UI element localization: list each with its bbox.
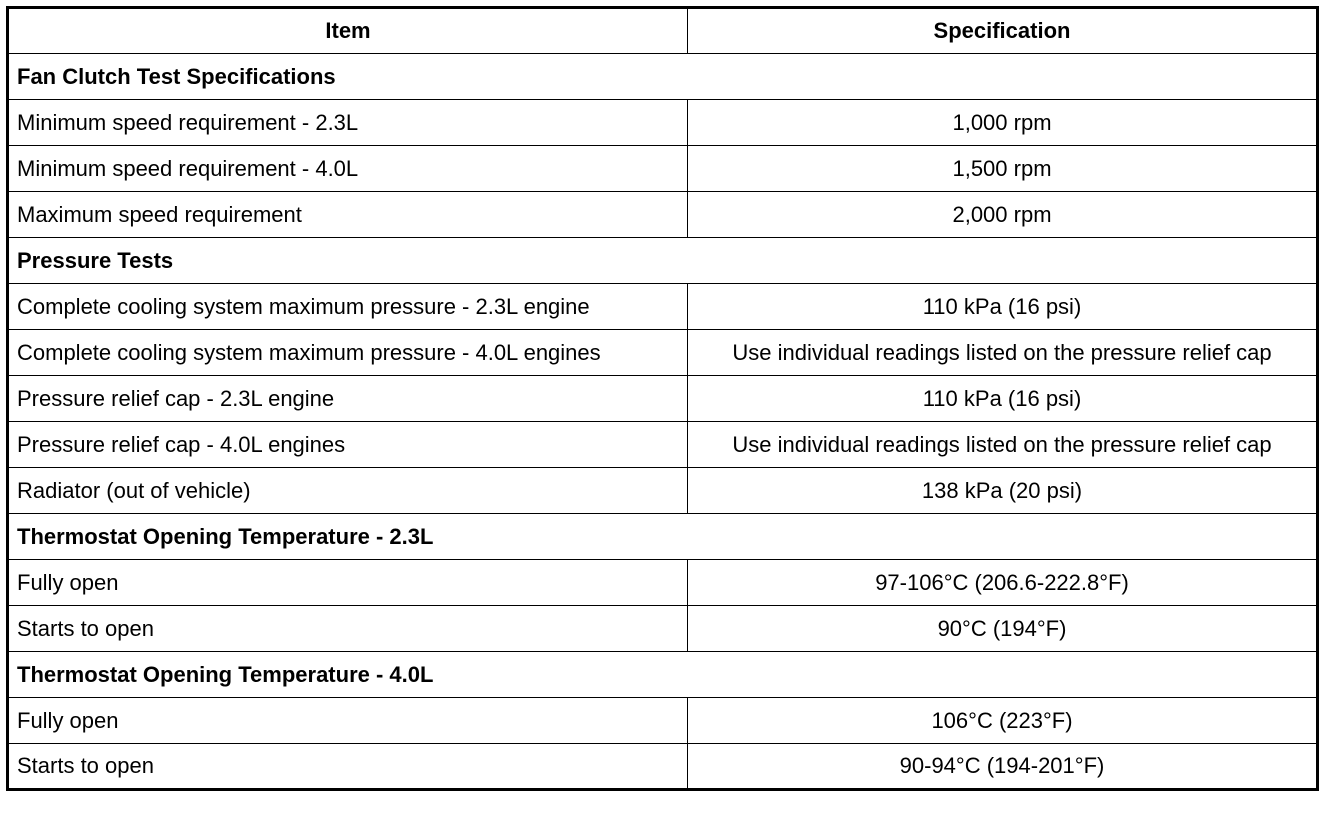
specification-table xyxy=(6,6,1319,791)
specification-cell: 97-106°C (206.6-222.8°F) xyxy=(688,560,1318,606)
specification-cell: 138 kPa (20 psi) xyxy=(688,468,1318,514)
table-row xyxy=(8,376,1318,422)
item-cell: Complete cooling system maximum pressure - 2.3L engine xyxy=(8,284,688,330)
specification-cell: Use individual readings listed on the pressure relief cap xyxy=(688,422,1318,468)
section-heading: Thermostat Opening Temperature - 2.3L xyxy=(8,514,1318,560)
section-row xyxy=(8,514,1318,560)
table-row xyxy=(8,744,1318,790)
item-cell: Maximum speed requirement xyxy=(8,192,688,238)
table-header xyxy=(8,8,1318,54)
specification-cell: 90-94°C (194-201°F) xyxy=(688,744,1318,790)
header-specification: Specification xyxy=(688,8,1318,54)
section-row xyxy=(8,238,1318,284)
specification-cell: 1,500 rpm xyxy=(688,146,1318,192)
item-cell: Complete cooling system maximum pressure - 4.0L engines xyxy=(8,330,688,376)
table-row xyxy=(8,560,1318,606)
specification-cell: 90°C (194°F) xyxy=(688,606,1318,652)
specification-cell: 110 kPa (16 psi) xyxy=(688,284,1318,330)
header-item: Item xyxy=(8,8,688,54)
item-cell: Minimum speed requirement - 4.0L xyxy=(8,146,688,192)
table-row xyxy=(8,606,1318,652)
specification-cell: 106°C (223°F) xyxy=(688,698,1318,744)
header-row xyxy=(8,8,1318,54)
specification-cell: 2,000 rpm xyxy=(688,192,1318,238)
item-cell: Radiator (out of vehicle) xyxy=(8,468,688,514)
specification-cell: Use individual readings listed on the pressure relief cap xyxy=(688,330,1318,376)
table-row xyxy=(8,422,1318,468)
item-cell: Pressure relief cap - 4.0L engines xyxy=(8,422,688,468)
item-cell: Minimum speed requirement - 2.3L xyxy=(8,100,688,146)
section-heading: Thermostat Opening Temperature - 4.0L xyxy=(8,652,1318,698)
item-cell: Fully open xyxy=(8,698,688,744)
specification-cell: 1,000 rpm xyxy=(688,100,1318,146)
section-row xyxy=(8,54,1318,100)
item-cell: Starts to open xyxy=(8,744,688,790)
table-row xyxy=(8,192,1318,238)
table-row xyxy=(8,468,1318,514)
table-row xyxy=(8,284,1318,330)
table-row xyxy=(8,698,1318,744)
specification-cell: 110 kPa (16 psi) xyxy=(688,376,1318,422)
section-heading: Pressure Tests xyxy=(8,238,1318,284)
table-row xyxy=(8,330,1318,376)
section-heading: Fan Clutch Test Specifications xyxy=(8,54,1318,100)
table-row xyxy=(8,146,1318,192)
item-cell: Pressure relief cap - 2.3L engine xyxy=(8,376,688,422)
section-row xyxy=(8,652,1318,698)
table-row xyxy=(8,100,1318,146)
item-cell: Fully open xyxy=(8,560,688,606)
table-body xyxy=(8,54,1318,790)
item-cell: Starts to open xyxy=(8,606,688,652)
